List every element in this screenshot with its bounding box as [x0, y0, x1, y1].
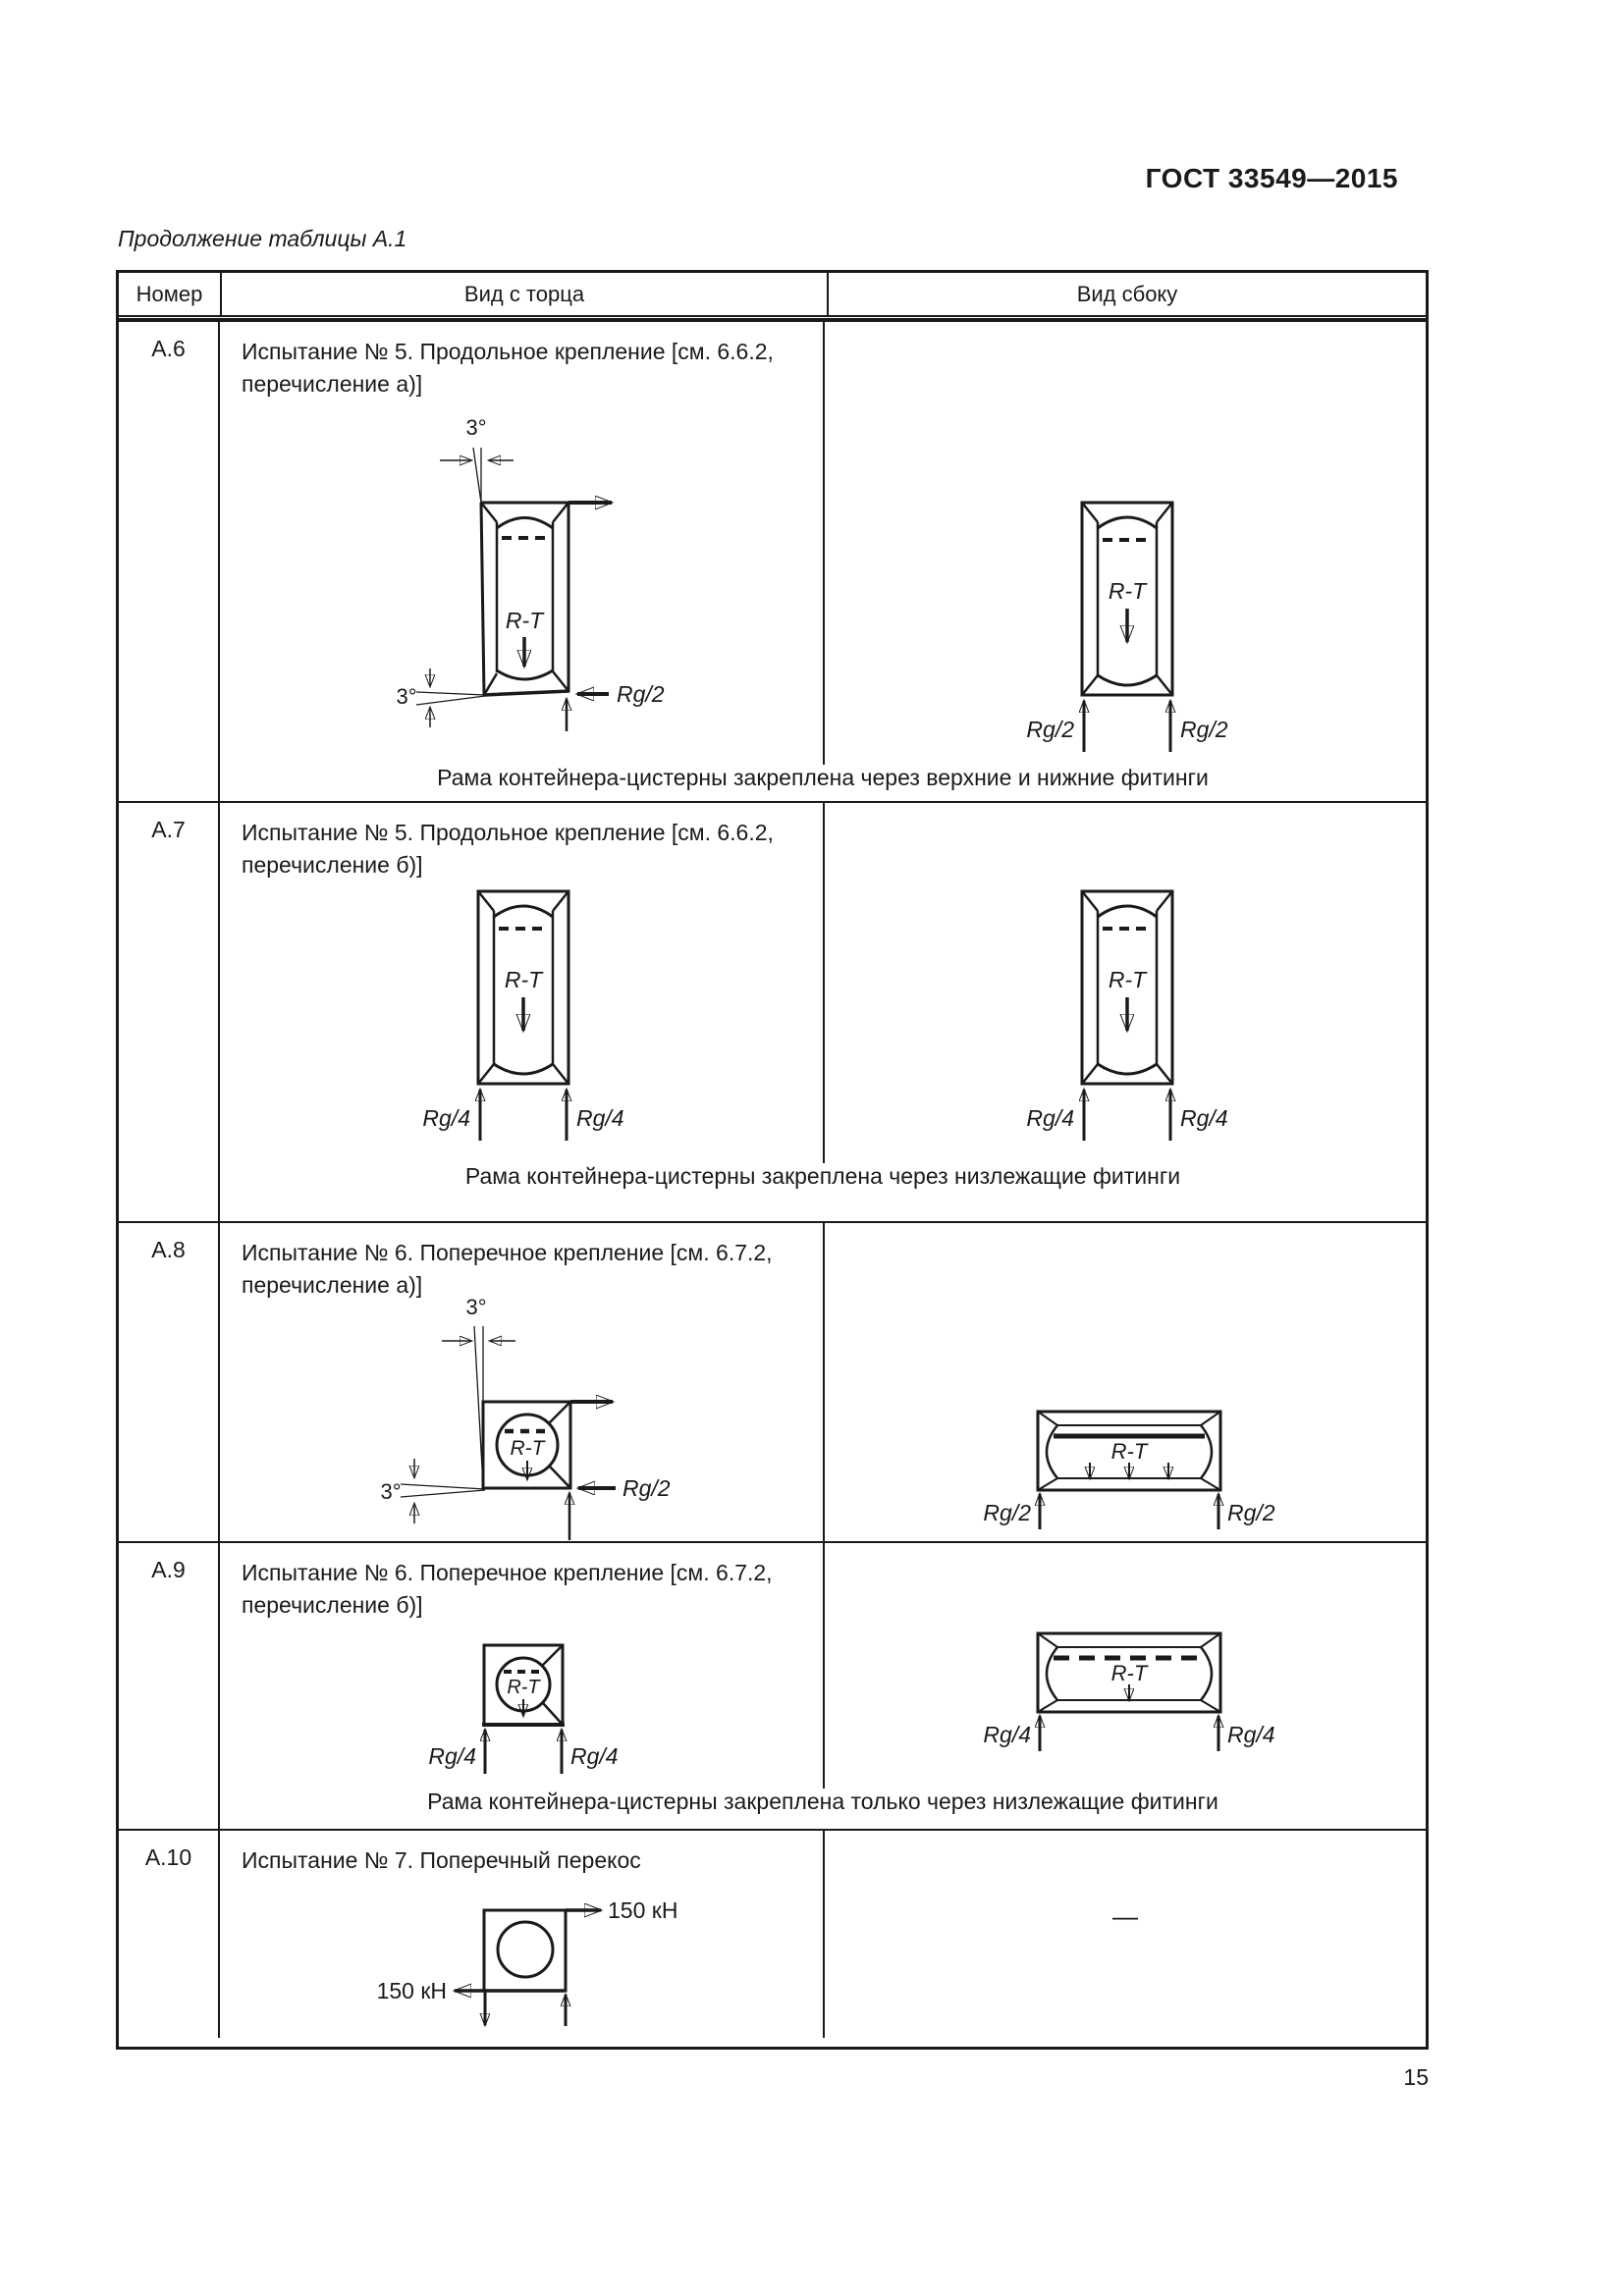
load-label: R-T: [507, 1677, 540, 1698]
load-label: R-T: [1110, 1439, 1148, 1464]
a9-end-view-diagram: [390, 1631, 684, 1798]
angle-bottom-label: 3°: [396, 684, 417, 709]
test-description: Испытание № 7. Поперечный перекос: [242, 1847, 641, 1873]
row-caption: Рама контейнера-цистерны закреплена через верхние и нижние фитинги: [437, 765, 1209, 790]
document-code: ГОСТ 33549—2015: [1145, 163, 1398, 193]
a7-end-view-diagram: [401, 878, 646, 1172]
force-right-label: Rg/4: [576, 1105, 624, 1131]
test-description: Испытание № 5. Продольное крепление [см. 6.6.2, перечисление б)]: [242, 820, 774, 879]
force-right-label: Rg/4: [570, 1743, 619, 1769]
a10-end-view-cell: [220, 1831, 825, 2038]
a8-end-view-cell: [220, 1223, 825, 1541]
force-top-label: 150 кН: [608, 1899, 678, 1923]
force-right-label: Rg/2: [1180, 717, 1228, 742]
test-description: Испытание № 5. Продольное крепление [см. 6.6.2, перечисление а)]: [242, 339, 774, 398]
a6-side-view-cell: [825, 322, 1426, 765]
load-label: R-T: [1108, 967, 1147, 992]
row-number: А.9: [119, 1543, 220, 1829]
a6-end-view-cell: [220, 322, 825, 765]
table-row: [119, 320, 1426, 801]
row-number: А.10: [119, 1831, 220, 2038]
table-continuation-caption: Продолжение таблицы А.1: [118, 226, 407, 251]
row-caption: Рама контейнера-цистерны закреплена только через низлежащие фитинги: [427, 1789, 1218, 1814]
row-number: А.7: [119, 803, 220, 1221]
row-number: А.6: [119, 322, 220, 801]
force-right-label: Rg/2: [1227, 1500, 1275, 1525]
a8-side-view-cell: [825, 1223, 1426, 1541]
row-number: А.8: [119, 1223, 220, 1541]
table-row: [119, 1221, 1426, 1541]
column-header-end-view: Вид с торца: [222, 273, 829, 315]
a7-side-view-cell: [825, 803, 1426, 1163]
table-row: [119, 801, 1426, 1221]
a7-end-view-cell: [220, 803, 825, 1163]
force-bottom-label: 150 кН: [376, 1978, 447, 2003]
table-row: [119, 1541, 1426, 1829]
a8-side-view-diagram: [923, 1392, 1335, 1549]
force-left-label: Rg/2: [983, 1500, 1031, 1525]
load-label: R-T: [505, 608, 544, 633]
force-right-label: Rg/4: [1180, 1105, 1228, 1131]
column-header-number: Номер: [119, 273, 222, 315]
load-label: R-T: [1108, 578, 1147, 604]
a9-end-view-cell: [220, 1543, 825, 1789]
column-header-side-view: Вид сбоку: [1076, 281, 1178, 306]
test-description: Испытание № 6. Поперечное крепление [см. 6.7.2, перечисление а)]: [242, 1240, 773, 1299]
a6-end-view-diagram: [381, 413, 666, 737]
load-label: R-T: [1110, 1661, 1148, 1685]
force-left-label: Rg/4: [428, 1743, 476, 1769]
row-caption: Рама контейнера-цистерны закреплена через низлежащие фитинги: [464, 1163, 1181, 1189]
a10-side-view-cell: [825, 1831, 1426, 2038]
angle-top-label: 3°: [465, 415, 487, 440]
force-label: Rg/2: [617, 681, 665, 707]
force-left-label: Rg/2: [1026, 717, 1074, 742]
a7-side-view-diagram: [1004, 878, 1250, 1172]
force-left-label: Rg/4: [983, 1722, 1031, 1747]
force-label: Rg/2: [623, 1475, 671, 1501]
table-row: [119, 1829, 1426, 2038]
a9-side-view-cell: [825, 1543, 1426, 1789]
test-description: Испытание № 6. Поперечное крепление [см. 6.7.2, перечисление б)]: [242, 1560, 773, 1619]
a8-end-view-diagram: [375, 1297, 699, 1552]
load-label: R-T: [510, 1437, 545, 1460]
a10-end-view-diagram: [372, 1899, 706, 2037]
page-number: 15: [1403, 2064, 1429, 2090]
force-left-label: Rg/4: [1026, 1105, 1074, 1131]
load-label: R-T: [504, 967, 543, 992]
a6-side-view-diagram: [1004, 489, 1250, 783]
force-right-label: Rg/4: [1227, 1722, 1275, 1747]
table-header-row: [119, 273, 1426, 320]
no-view-dash: —: [1112, 1901, 1138, 1931]
a9-side-view-diagram: [923, 1614, 1335, 1771]
angle-top-label: 3°: [465, 1297, 487, 1319]
force-left-label: Rg/4: [422, 1105, 470, 1131]
table-a1: [116, 270, 1429, 2050]
angle-bottom-label: 3°: [380, 1479, 402, 1504]
